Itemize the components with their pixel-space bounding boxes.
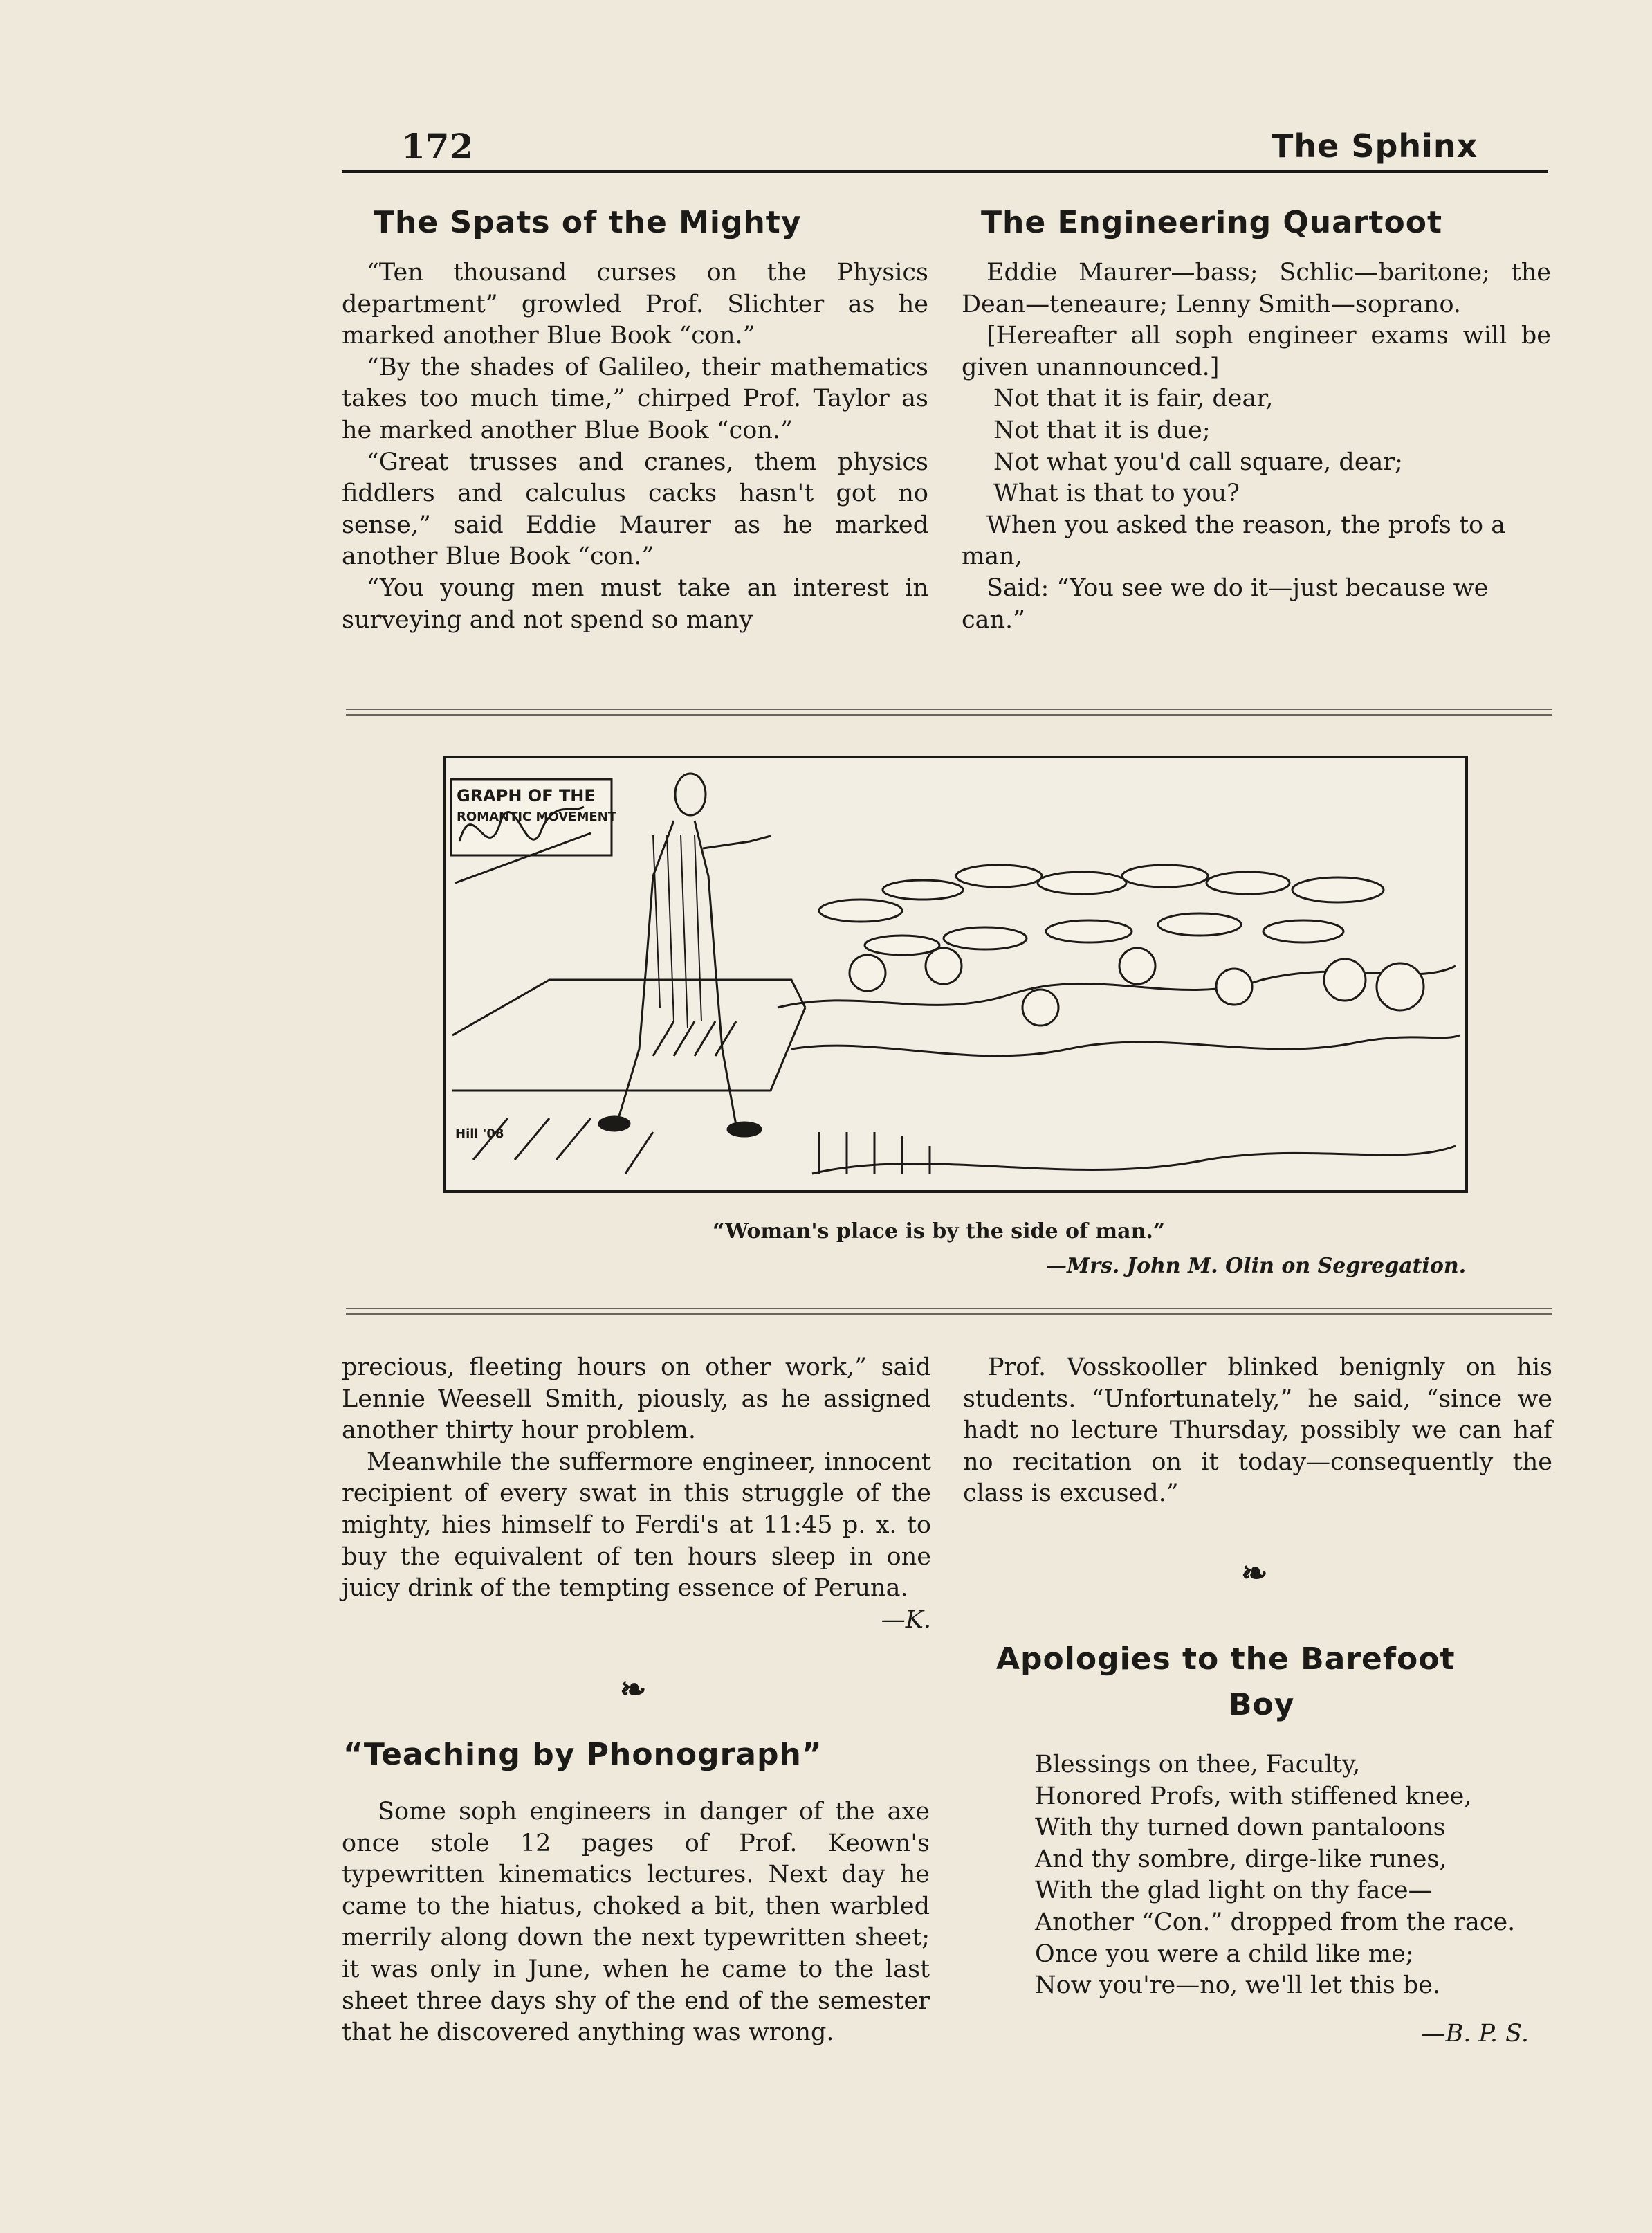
- professor-shoe: [728, 1122, 761, 1136]
- spats-paragraph: “Ten thousand curses on the Physics department” growled Prof. Slichter as he marked another Blue Book “con.”: [342, 259, 928, 350]
- quartoot-verse-line: Not that it is due;: [993, 416, 1211, 444]
- face: [1119, 948, 1155, 984]
- spats-title: The Spats of the Mighty: [374, 205, 802, 240]
- hat: [956, 865, 1042, 887]
- phonograph-text: Some soph engineers in danger of the axe once stole 12 pages of Prof. Keown's typewritten kinematics lectures. Next day he came to the hiatus, choked a bit, then warbled merrily along down the next typewritten sheet; it was only in June, when he came to the last sheet three days shy of the end of the semester that he discovered anything was wrong.: [342, 1798, 930, 2047]
- face: [1022, 990, 1058, 1026]
- vosskooller-text: Prof. Vosskooller blinked benignly on his students. “Unfortunately,” he said, “since we hadt no lecture Thursday, possibly we can haf no recitation on it today—consequently the class is excused.”: [963, 1354, 1552, 1508]
- stage: [452, 980, 805, 1091]
- barefoot-title-line1: Apologies to the Barefoot: [996, 1641, 1456, 1677]
- hat: [883, 880, 963, 900]
- spats-continuation: [342, 1352, 931, 1636]
- hat: [1038, 872, 1126, 894]
- professor-head: [675, 774, 706, 815]
- barefoot-verse-line: Blessings on thee, Faculty,: [1035, 1751, 1361, 1778]
- cartoon-caption: “Woman's place is by the side of man.”: [713, 1219, 1166, 1243]
- artist-signature: Hill '08: [455, 1127, 504, 1141]
- vosskooller-body: [963, 1352, 1552, 1510]
- face: [850, 955, 885, 991]
- barefoot-title-line2: Boy: [1229, 1687, 1295, 1722]
- face: [1324, 959, 1366, 1001]
- cartoon-attribution: —Mrs. John M. Olin on Segregation.: [1046, 1254, 1467, 1278]
- hat: [1263, 920, 1343, 942]
- quartoot-verse-line: Not that it is fair, dear,: [993, 385, 1274, 413]
- barefoot-verse: [1003, 1749, 1557, 2050]
- ornament: ❧: [1241, 1554, 1268, 1592]
- ornament: ❧: [620, 1670, 647, 1708]
- page-number: 172: [401, 126, 474, 167]
- quartoot-verse-line: Not what you'd call square, dear;: [993, 448, 1403, 476]
- spats-paragraph: “Great trusses and cranes, them physics fiddlers and calculus cacks hasn't got no sense,” said Eddie Maurer as he marked another Blue Book “con.”: [342, 448, 928, 571]
- barefoot-signature: [1003, 2018, 1557, 2050]
- face: [1377, 963, 1424, 1010]
- spats-continuation-paragraph: precious, fleeting hours on other work,” said Lennie Weesell Smith, piously, as he assigned another thirty hour problem.: [342, 1354, 931, 1445]
- hat: [819, 900, 902, 922]
- hat: [1046, 920, 1132, 942]
- stage-hatching: [653, 1021, 736, 1056]
- quartoot-body: [962, 257, 1551, 636]
- face: [926, 948, 962, 984]
- barefoot-signature-text: —B. P. S.: [1421, 2019, 1529, 2048]
- cartoon-illustration: [443, 756, 1468, 1193]
- hat: [1206, 872, 1290, 894]
- professor-shoe: [599, 1117, 630, 1131]
- professor-stripes: [653, 835, 701, 1028]
- hat: [865, 936, 939, 955]
- cartoon-drawing: [446, 758, 1465, 1190]
- professor-body: [618, 821, 736, 1125]
- barefoot-verse-line: Now you're—no, we'll let this be.: [1035, 1971, 1441, 2000]
- board-text-line2: ROMANTIC MOVEMENT: [457, 810, 617, 824]
- spats-paragraph: “By the shades of Galileo, their mathematics takes too much time,” chirped Prof. Taylor as he marked another Blue Book “con.”: [342, 353, 928, 444]
- spats-paragraph: “You young men must take an interest in surveying and not spend so many: [342, 574, 928, 634]
- barefoot-verse-line: And thy sombre, dirge-like runes,: [1035, 1845, 1447, 1873]
- phonograph-title: “Teaching by Phonograph”: [343, 1737, 823, 1772]
- hat: [944, 927, 1027, 949]
- barefoot-verse-line: Once you were a child like me;: [1035, 1940, 1414, 1968]
- bench: [812, 1146, 1456, 1174]
- board-text-line1: GRAPH OF THE: [457, 786, 596, 805]
- quartoot-title: The Engineering Quartoot: [981, 205, 1443, 240]
- barefoot-verse-line: Honored Profs, with stiffened knee,: [1035, 1782, 1472, 1810]
- phonograph-body: [342, 1796, 930, 2049]
- quartoot-verse-line: When you asked the reason, the profs to a man,: [962, 511, 1506, 571]
- bench-hatching: [819, 1132, 930, 1174]
- quartoot-intro: Eddie Maurer—bass; Schlic—baritone; the Dean—teneaure; Lenny Smith—soprano.: [962, 259, 1551, 318]
- barefoot-verse-line: Another “Con.” dropped from the race.: [1035, 1908, 1516, 1936]
- hat: [1122, 865, 1208, 887]
- header-rule: [342, 170, 1548, 173]
- spats-body: [342, 257, 928, 636]
- barefoot-verse-line: With thy turned down pantaloons: [1035, 1814, 1446, 1842]
- journal-title: The Sphinx: [1272, 127, 1478, 165]
- quartoot-verse-line: Said: “You see we do it—just because we can.”: [962, 574, 1489, 634]
- spats-continuation-paragraph: Meanwhile the suffermore engineer, innocent recipient of every swat in this struggle of the mighty, hies himself to Ferdi's at 11:45 p. x. to buy the equivalent of ten hours sleep in one juicy drink of the tempting essence of Peruna.: [342, 1448, 931, 1603]
- barefoot-verse-line: With the glad light on thy face—: [1035, 1877, 1433, 1905]
- section-divider: [346, 709, 1552, 716]
- professor-arm: [703, 836, 771, 848]
- spats-signature-text: —K.: [881, 1605, 931, 1634]
- quartoot-verse-line: What is that to you?: [993, 480, 1240, 508]
- audience-outline: [791, 1035, 1460, 1056]
- spats-signature: [342, 1605, 931, 1637]
- section-divider: [346, 1308, 1552, 1315]
- face: [1216, 969, 1252, 1005]
- hat: [1158, 913, 1241, 936]
- hat: [1292, 877, 1384, 902]
- quartoot-note: [Hereafter all soph engineer exams will be given unannounced.]: [962, 322, 1551, 381]
